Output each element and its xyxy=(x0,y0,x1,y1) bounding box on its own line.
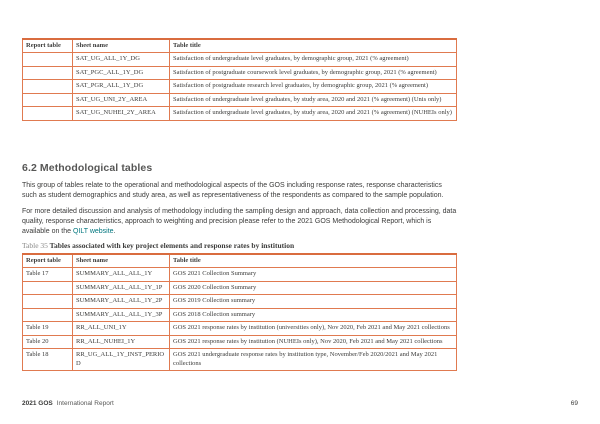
qilt-website-link[interactable]: QILT website xyxy=(72,227,114,235)
page-number: 69 xyxy=(570,400,578,407)
table-row xyxy=(23,335,457,348)
table-header-row xyxy=(23,39,457,53)
column-header: Report table xyxy=(23,39,73,53)
table-row xyxy=(23,322,457,335)
cell-report xyxy=(23,295,73,308)
cell-report xyxy=(23,281,73,294)
methodology-table-continued xyxy=(22,38,457,121)
footer-document-title xyxy=(22,400,114,407)
cell-sheet: SUMMARY_ALL_ALL_1Y_3P xyxy=(73,308,170,321)
column-header: Table title xyxy=(170,39,457,53)
footer-report-name: 2021 GOS xyxy=(22,400,53,407)
table-row xyxy=(23,107,457,120)
table-row xyxy=(23,66,457,79)
table-row xyxy=(23,80,457,93)
cell-sheet: SAT_UG_ALL_1Y_DG xyxy=(73,53,170,66)
table-row xyxy=(23,281,457,294)
paragraph-overview: This group of tables relate to the operational and methodological aspects of the GOS including response rates, response characteristics such as student demographics and study area, as well as representativeness of the respondents as compared to the sample population. xyxy=(22,182,444,199)
table-35 xyxy=(22,253,457,371)
cell-report xyxy=(23,93,73,106)
cell-title: Satisfaction of postgraduate research level graduates, by demographic group, 2021 (% agreement) xyxy=(170,80,457,93)
table-35-caption xyxy=(22,241,457,250)
cell-title: GOS 2021 response rates by institution (universities only), Nov 2020, Feb 2021 and May 2021 collections xyxy=(170,322,457,335)
cell-report xyxy=(23,66,73,79)
table-caption-title: Tables associated with key project elements and response rates by institution xyxy=(47,241,295,250)
column-header: Table title xyxy=(170,254,457,268)
table-row xyxy=(23,308,457,321)
cell-sheet: SAT_UG_UNI_2Y_AREA xyxy=(73,93,170,106)
cell-sheet: SUMMARY_ALL_ALL_1Y_2P xyxy=(73,295,170,308)
cell-title: GOS 2019 Collection summary xyxy=(170,295,457,308)
cell-sheet: SUMMARY_ALL_ALL_1Y xyxy=(73,268,170,281)
cell-sheet: SUMMARY_ALL_ALL_1Y_1P xyxy=(73,281,170,294)
cell-sheet: SAT_UG_NUHEI_2Y_AREA xyxy=(73,107,170,120)
cell-report xyxy=(23,53,73,66)
cell-report xyxy=(23,80,73,93)
table-row xyxy=(23,53,457,66)
table-header-row xyxy=(23,254,457,268)
cell-report: Table 20 xyxy=(23,335,73,348)
cell-sheet: SAT_PGC_ALL_1Y_DG xyxy=(73,66,170,79)
table-caption-number: Table 35 xyxy=(22,241,48,250)
cell-report: Table 17 xyxy=(23,268,73,281)
column-header: Report table xyxy=(23,254,73,268)
cell-title: GOS 2021 response rates by institution (NUHEIs only), Nov 2020, Feb 2021 and May 2021 collections xyxy=(170,335,457,348)
cell-title: GOS 2018 Collection summary xyxy=(170,308,457,321)
table-row xyxy=(23,268,457,281)
cell-title: Satisfaction of undergraduate level graduates, by demographic group, 2021 (% agreement) xyxy=(170,53,457,66)
cell-title: GOS 2021 Collection Summary xyxy=(170,268,457,281)
table-row xyxy=(23,349,457,371)
page-footer xyxy=(22,400,578,407)
paragraph-methodology-text: For more detailed discussion and analysis of methodology including the sampling design and approach, data collection and processing, data quality, response characteristics, approach to weighting and precision please refer to the 2021 GOS Methodological Report, which is available on the xyxy=(22,208,457,235)
cell-title: GOS 2021 undergraduate response rates by institution type, November/Feb 2020/2021 and May 2021 collections xyxy=(170,349,457,371)
column-header: Sheet name xyxy=(73,254,170,268)
cell-title: Satisfaction of postgraduate coursework level graduates, by demographic group, 2021 (% agreement) xyxy=(170,66,457,79)
cell-report: Table 18 xyxy=(23,349,73,371)
table-row xyxy=(23,93,457,106)
cell-report xyxy=(23,308,73,321)
cell-sheet: RR_ALL_UNI_1Y xyxy=(73,322,170,335)
cell-title: Satisfaction of undergraduate level graduates, by study area, 2020 and 2021 (% agreement) (Unis only) xyxy=(170,93,457,106)
column-header: Sheet name xyxy=(73,39,170,53)
cell-report xyxy=(23,107,73,120)
footer-report-subtitle: International Report xyxy=(56,400,114,407)
section-heading: 6.2 Methodological tables xyxy=(22,162,153,174)
cell-report: Table 19 xyxy=(23,322,73,335)
table-row xyxy=(23,295,457,308)
cell-title: Satisfaction of undergraduate level graduates, by study area, 2020 and 2021 (% agreement) (NUHEIs only) xyxy=(170,107,457,120)
paragraph-methodology-period: . xyxy=(113,227,116,235)
cell-title: GOS 2020 Collection Summary xyxy=(170,281,457,294)
cell-sheet: RR_ALL_NUHEI_1Y xyxy=(73,335,170,348)
cell-sheet: RR_UG_ALL_1Y_INST_PERIOD xyxy=(73,349,170,371)
paragraph-methodology xyxy=(22,207,457,237)
cell-sheet: SAT_PGR_ALL_1Y_DG xyxy=(73,80,170,93)
